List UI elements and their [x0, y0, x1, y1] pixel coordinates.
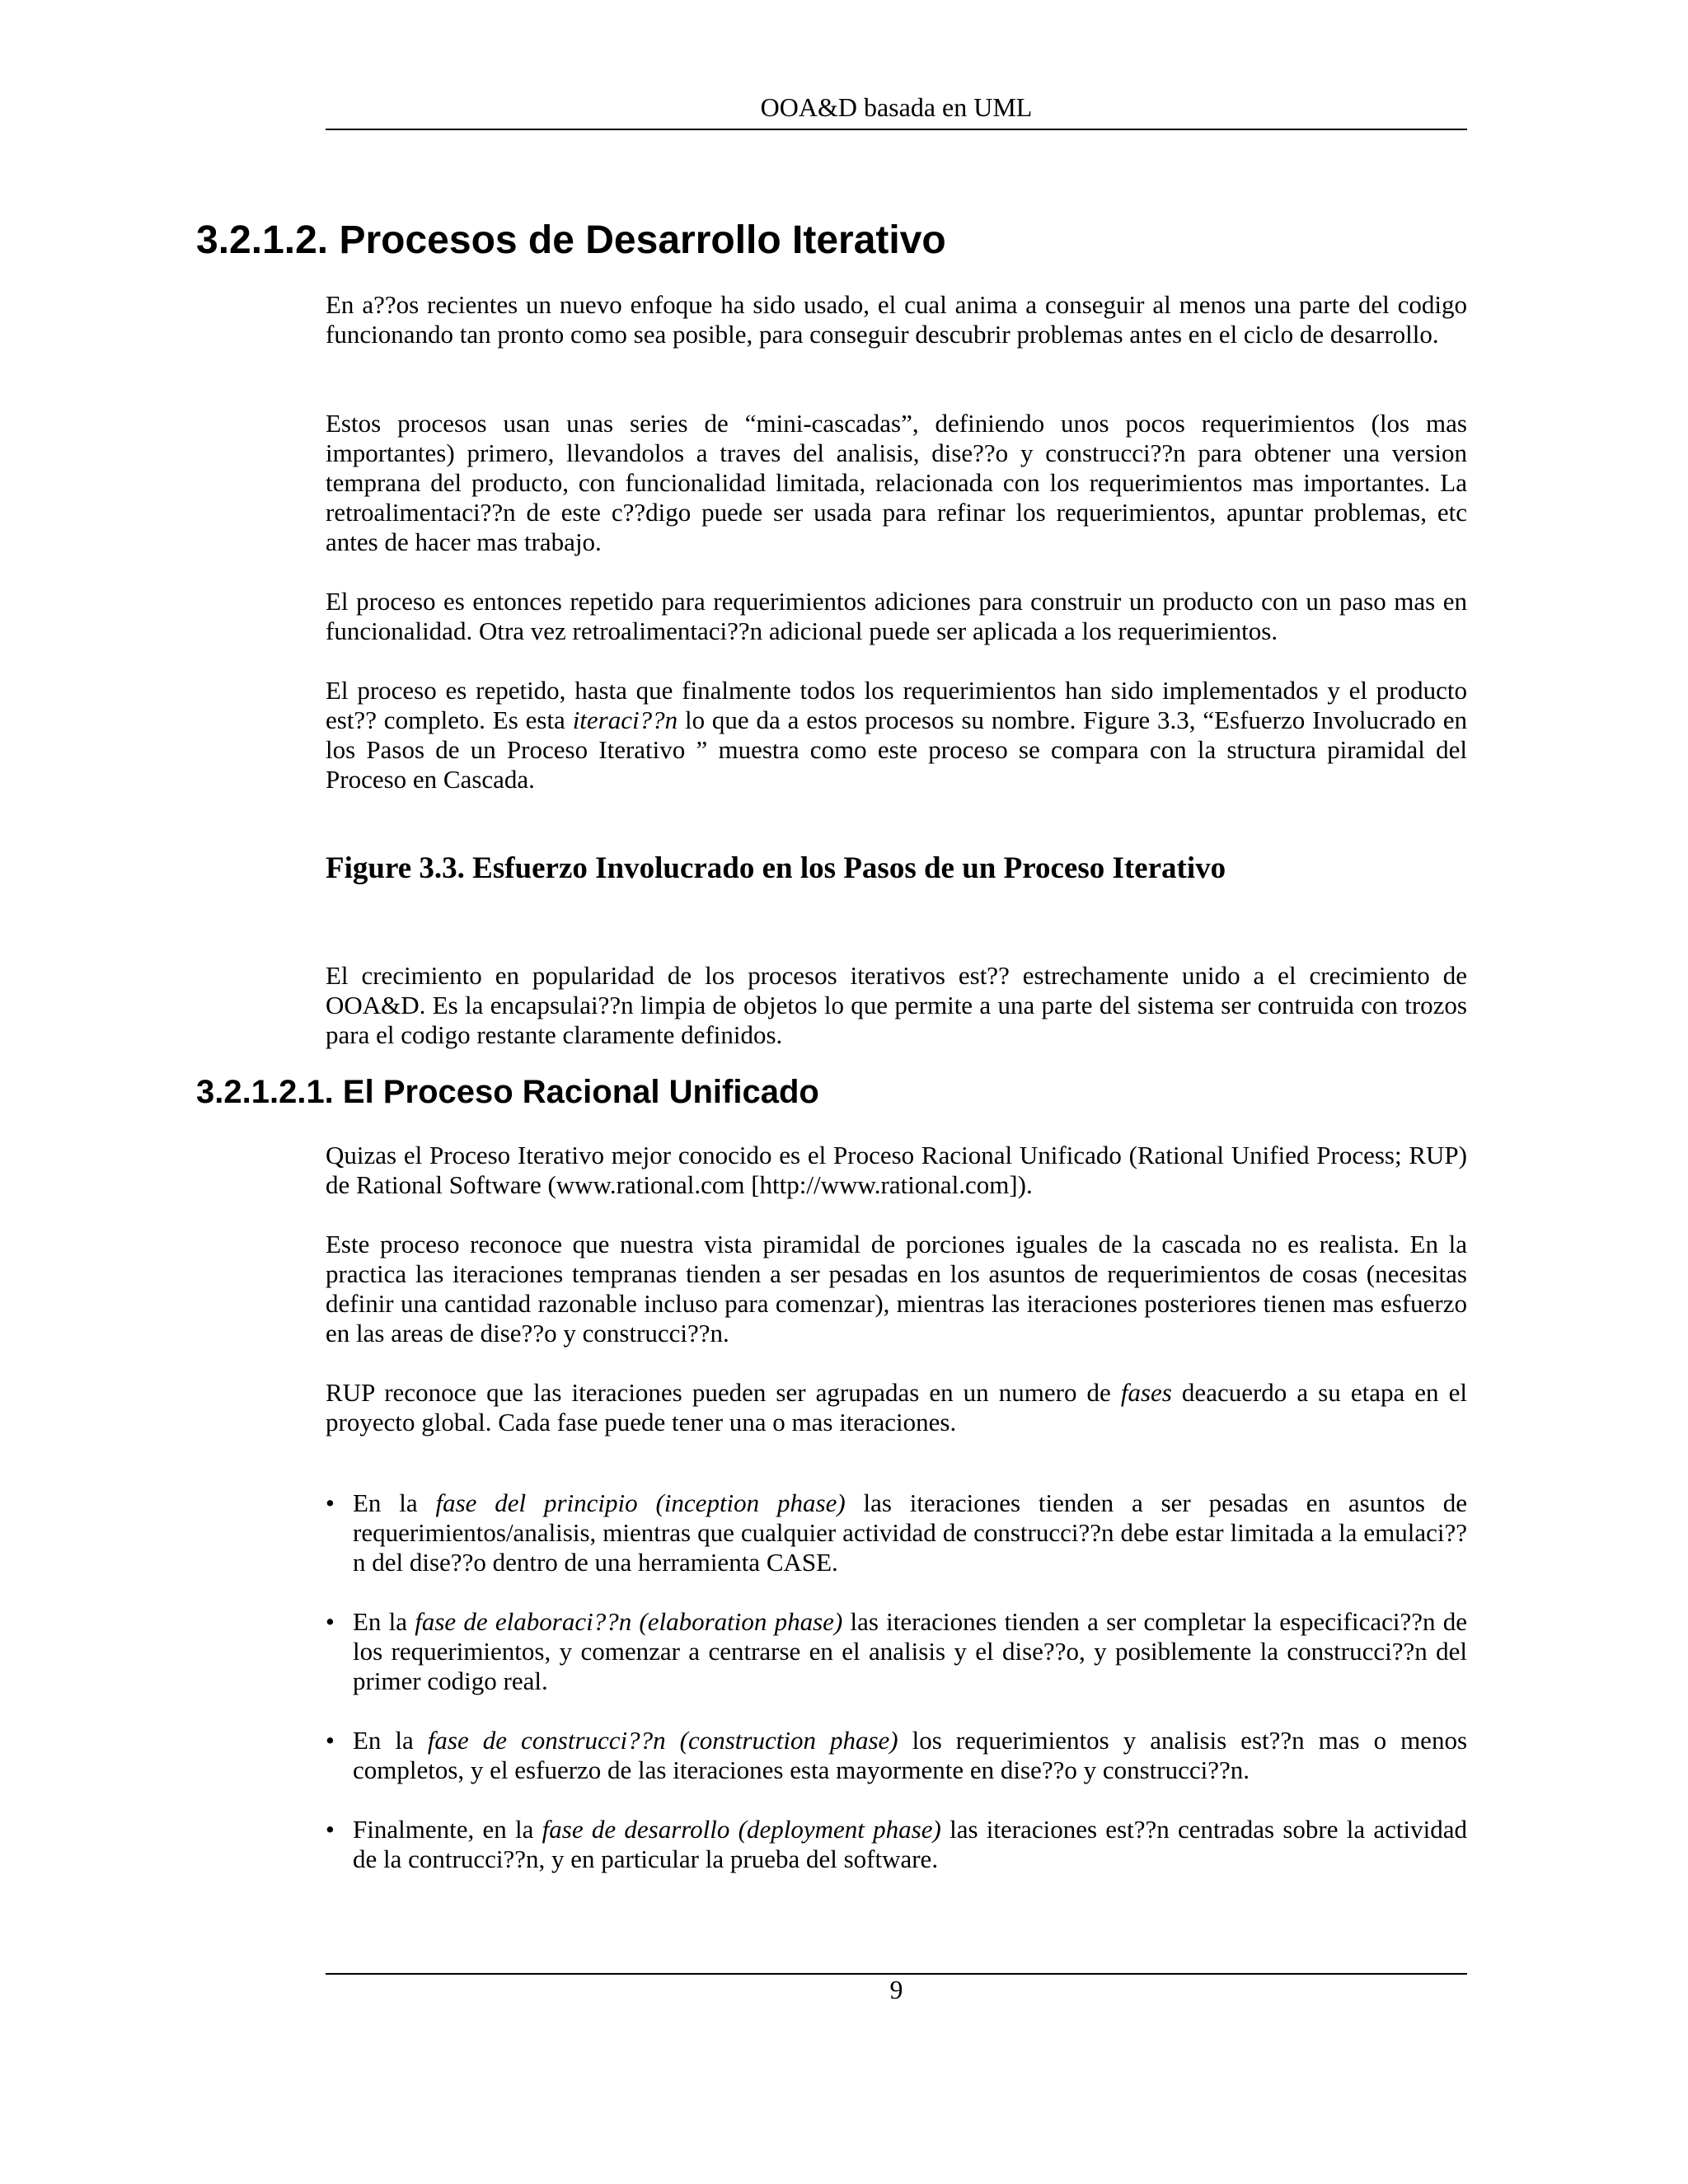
emphasis-term: fase del principio (inception phase): [435, 1488, 846, 1517]
list-item-text-after: los requerimientos y analisis est??n mas o menos completos, y el esfuerzo de las iteraciones esta mayormente en dise??o y construcci??n.: [353, 1726, 1468, 1784]
list-item-text-after: las iteraciones tienden a ser pesadas en asuntos de requerimientos/analisis, mientras que cualquier actividad de construcci??n debe estar limitada a la emulaci??n del dise??o dentro de una herramienta CASE.: [353, 1488, 1468, 1577]
list-item-text-before: En la: [353, 1488, 436, 1517]
paragraph-text: Estos procesos usan unas series de “mini-cascadas”, definiendo unos pocos requerimientos (los mas importantes) primero, llevandolos a traves del analisis, dise??o y construcci??n para obtener una version temprana del producto, con funcionalidad limitada, relacionada con los requerimientos mas importantes. La retroalimentaci??n de este c??digo puede ser usada para refinar los requerimientos, apuntar problemas, etc antes de hacer mas trabajo.: [326, 409, 1467, 556]
list-item-text: [353, 1607, 1467, 1696]
subsection-heading: 3.2.1.2.1. El Proceso Racional Unificado: [196, 1074, 819, 1110]
section-paragraph: [326, 961, 1467, 1050]
list-item: [326, 1726, 1467, 1785]
emphasis-term: fase de desarrollo (deployment phase): [542, 1815, 941, 1844]
bullet-icon: •: [326, 1607, 335, 1636]
paragraph-text: [326, 676, 1467, 794]
page-number: 9: [889, 1975, 903, 2004]
phase-list: [326, 1488, 1467, 1874]
paragraph-text: El crecimiento en popularidad de los procesos iterativos est?? estrechamente unido a el crecimiento de OOA&D. Es la encapsulai??n limpia de objetos lo que permite a una parte del sistema ser contruida con trozos para el codigo restante claramente definidos.: [326, 961, 1467, 1049]
paragraph-text: El proceso es entonces repetido para requerimientos adiciones para construir un producto con un paso mas en funcionalidad. Otra vez retroalimentaci??n adicional puede ser aplicada a los requerimientos.: [326, 587, 1467, 645]
list-item-text-after: las iteraciones est??n centradas sobre la actividad de la contrucci??n, y en particular la prueba del software.: [353, 1815, 1467, 1873]
emphasis-term: fase de construcci??n (construction phase): [427, 1726, 898, 1755]
section-paragraph: [326, 290, 1467, 349]
list-item-text-after: las iteraciones tienden a ser completar la especificaci??n de los requerimientos, y comenzar a centrarse en el analisis y el dise??o, y posiblemente la construcci??n del primer codigo real.: [353, 1607, 1467, 1695]
section-heading: 3.2.1.2. Procesos de Desarrollo Iterativo: [196, 218, 946, 262]
bullet-icon: •: [326, 1488, 335, 1517]
list-item-text-before: En la: [353, 1607, 415, 1636]
section-paragraph: [326, 409, 1467, 557]
paragraph-text-after: lo que da a estos procesos su nombre. Figure 3.3, “Esfuerzo Involucrado en los Pasos de un Proceso Iterativo ” muestra como este proceso se compara con la structura piramidal del Proceso en Cascada.: [326, 705, 1467, 794]
paragraph-text: Quizas el Proceso Iterativo mejor conocido es el Proceso Racional Unificado (Rational Unified Process; RUP) de Rational Software (www.rational.com [http://www.rational.com]).: [326, 1141, 1467, 1199]
bullet-icon: •: [326, 1726, 335, 1755]
figure-caption: [326, 851, 1467, 887]
list-item-text-before: Finalmente, en la: [353, 1815, 542, 1844]
list-item: [326, 1607, 1467, 1696]
paragraph-text-before: RUP reconoce que las iteraciones pueden ser agrupadas en un numero de: [326, 1378, 1121, 1407]
paragraph-text-after: deacuerdo a su etapa en el proyecto global. Cada fase puede tener una o mas iteraciones.: [326, 1378, 1467, 1436]
section-paragraph: [326, 676, 1467, 794]
emphasis-term: fase de elaboraci??n (elaboration phase): [415, 1607, 843, 1636]
list-item-text: [353, 1488, 1467, 1577]
subsection-paragraph: [326, 1230, 1467, 1348]
subsection-paragraph: [326, 1378, 1467, 1437]
running-header: OOA&D basada en UML: [760, 92, 1033, 122]
figure-title: Figure 3.3. Esfuerzo Involucrado en los Pasos de un Proceso Iterativo: [326, 851, 1226, 885]
emphasis-term: fases: [1120, 1378, 1172, 1407]
section-paragraph: [326, 587, 1467, 646]
list-item-text-before: En la: [353, 1726, 428, 1755]
subsection-paragraph: [326, 1141, 1467, 1200]
list-item: [326, 1815, 1467, 1874]
bullet-icon: •: [326, 1815, 335, 1844]
bullet-list: [326, 1488, 1467, 1874]
paragraph-text-before: El proceso es repetido, hasta que finalmente todos los requerimientos han sido implementados y el producto est?? completo. Es esta: [326, 676, 1467, 734]
paragraph-text: [326, 1378, 1467, 1437]
list-item-text: [353, 1815, 1467, 1874]
paragraph-text: En a??os recientes un nuevo enfoque ha sido usado, el cual anima a conseguir al menos una parte del codigo funcionando tan pronto como sea posible, para conseguir descubrir problemas antes en el ciclo de desarrollo.: [326, 290, 1467, 349]
emphasis-term: iteraci??n: [572, 705, 678, 734]
list-item-text: [353, 1726, 1467, 1785]
paragraph-text: Este proceso reconoce que nuestra vista piramidal de porciones iguales de la cascada no es realista. En la practica las iteraciones tempranas tienden a ser pesadas en los asuntos de requerimientos de cosas (necesitas definir una cantidad razonable incluso para comenzar), mientras las iteraciones posteriores tienen mas esfuerzo en las areas de dise??o y construcci??n.: [326, 1230, 1467, 1347]
list-item: [326, 1488, 1467, 1577]
header-rule: [326, 129, 1467, 130]
